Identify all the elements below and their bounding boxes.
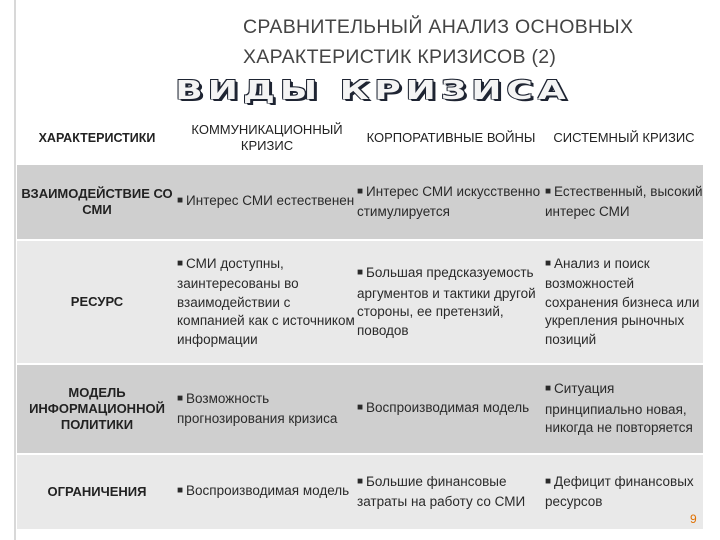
- square-bullet-icon: ■: [545, 257, 552, 269]
- cell-text: Интерес СМИ естественен: [186, 192, 355, 208]
- slide-title-line-1: СРАВНИТЕЛЬНЫЙ АНАЛИЗ ОСНОВНЫХ: [243, 16, 634, 38]
- comparison-table: [17, 112, 703, 531]
- cell-text: Интерес СМИ искусственно стимулируется: [357, 183, 541, 219]
- header-characteristics: ХАРАКТЕРИСТИКИ: [17, 112, 177, 164]
- square-bullet-icon: ■: [357, 401, 364, 413]
- row-label: ВЗАИМОДЕЙСТВИЕ СО СМИ: [17, 164, 177, 240]
- table-row: [17, 364, 703, 454]
- cell-text: Ситуация принципиально новая, никогда не повторяется: [545, 381, 693, 436]
- square-bullet-icon: ■: [177, 194, 184, 206]
- square-bullet-icon: ■: [545, 475, 552, 487]
- square-bullet-icon: ■: [357, 475, 364, 487]
- cell-text: Возможность прогнозирования кризиса: [177, 390, 338, 426]
- table-header-row: [17, 112, 703, 164]
- cell-text: Большие финансовые затраты на работу со СМИ: [357, 473, 526, 509]
- slide-title-line-2: ХАРАКТЕРИСТИК КРИЗИСОВ (2): [243, 46, 557, 68]
- wordart-heading: ВИДЫ КРИЗИСА: [175, 75, 571, 106]
- square-bullet-icon: ■: [177, 257, 184, 269]
- cell-text: Воспроизводимая модель: [186, 482, 350, 498]
- row-label: МОДЕЛЬ ИНФОРМАЦИОННОЙ ПОЛИТИКИ: [17, 364, 177, 454]
- header-corporate-wars: КОРПОРАТИВНЫЕ ВОЙНЫ: [357, 112, 545, 164]
- square-bullet-icon: ■: [177, 484, 184, 496]
- cell-text: СМИ доступны, заинтересованы во взаимодействии с компанией как с источником информации: [177, 255, 355, 347]
- square-bullet-icon: ■: [357, 267, 364, 278]
- cell-text: Дефицит финансовых ресурсов: [545, 473, 694, 509]
- cell-text: Воспроизводимая модель: [366, 399, 530, 415]
- header-systemic-crisis: СИСТЕМНЫЙ КРИЗИС: [545, 112, 703, 164]
- cell-text: Анализ и поиск возможностей сохранения бизнеса или укрепления рыночных позиций: [545, 255, 700, 347]
- slide-title: [243, 12, 703, 72]
- left-margin-rule: [14, 0, 16, 540]
- cell-text: Большая предсказуемость аргументов и тактики другой стороны, ее претензий, поводов: [357, 265, 536, 338]
- table-row: [17, 164, 703, 240]
- row-label: РЕСУРС: [17, 240, 177, 364]
- square-bullet-icon: ■: [357, 185, 364, 197]
- cell-text: Естественный, высокий интерес СМИ: [545, 183, 703, 219]
- row-label: ОГРАНИЧЕНИЯ: [17, 454, 177, 530]
- square-bullet-icon: ■: [545, 185, 552, 197]
- page-number: 9: [690, 512, 697, 526]
- square-bullet-icon: ■: [177, 392, 184, 404]
- header-communication-crisis: КОММУНИКАЦИОННЫЙ КРИЗИС: [177, 112, 357, 164]
- table-row: [17, 454, 703, 530]
- table-row: [17, 240, 703, 364]
- square-bullet-icon: ■: [545, 383, 552, 395]
